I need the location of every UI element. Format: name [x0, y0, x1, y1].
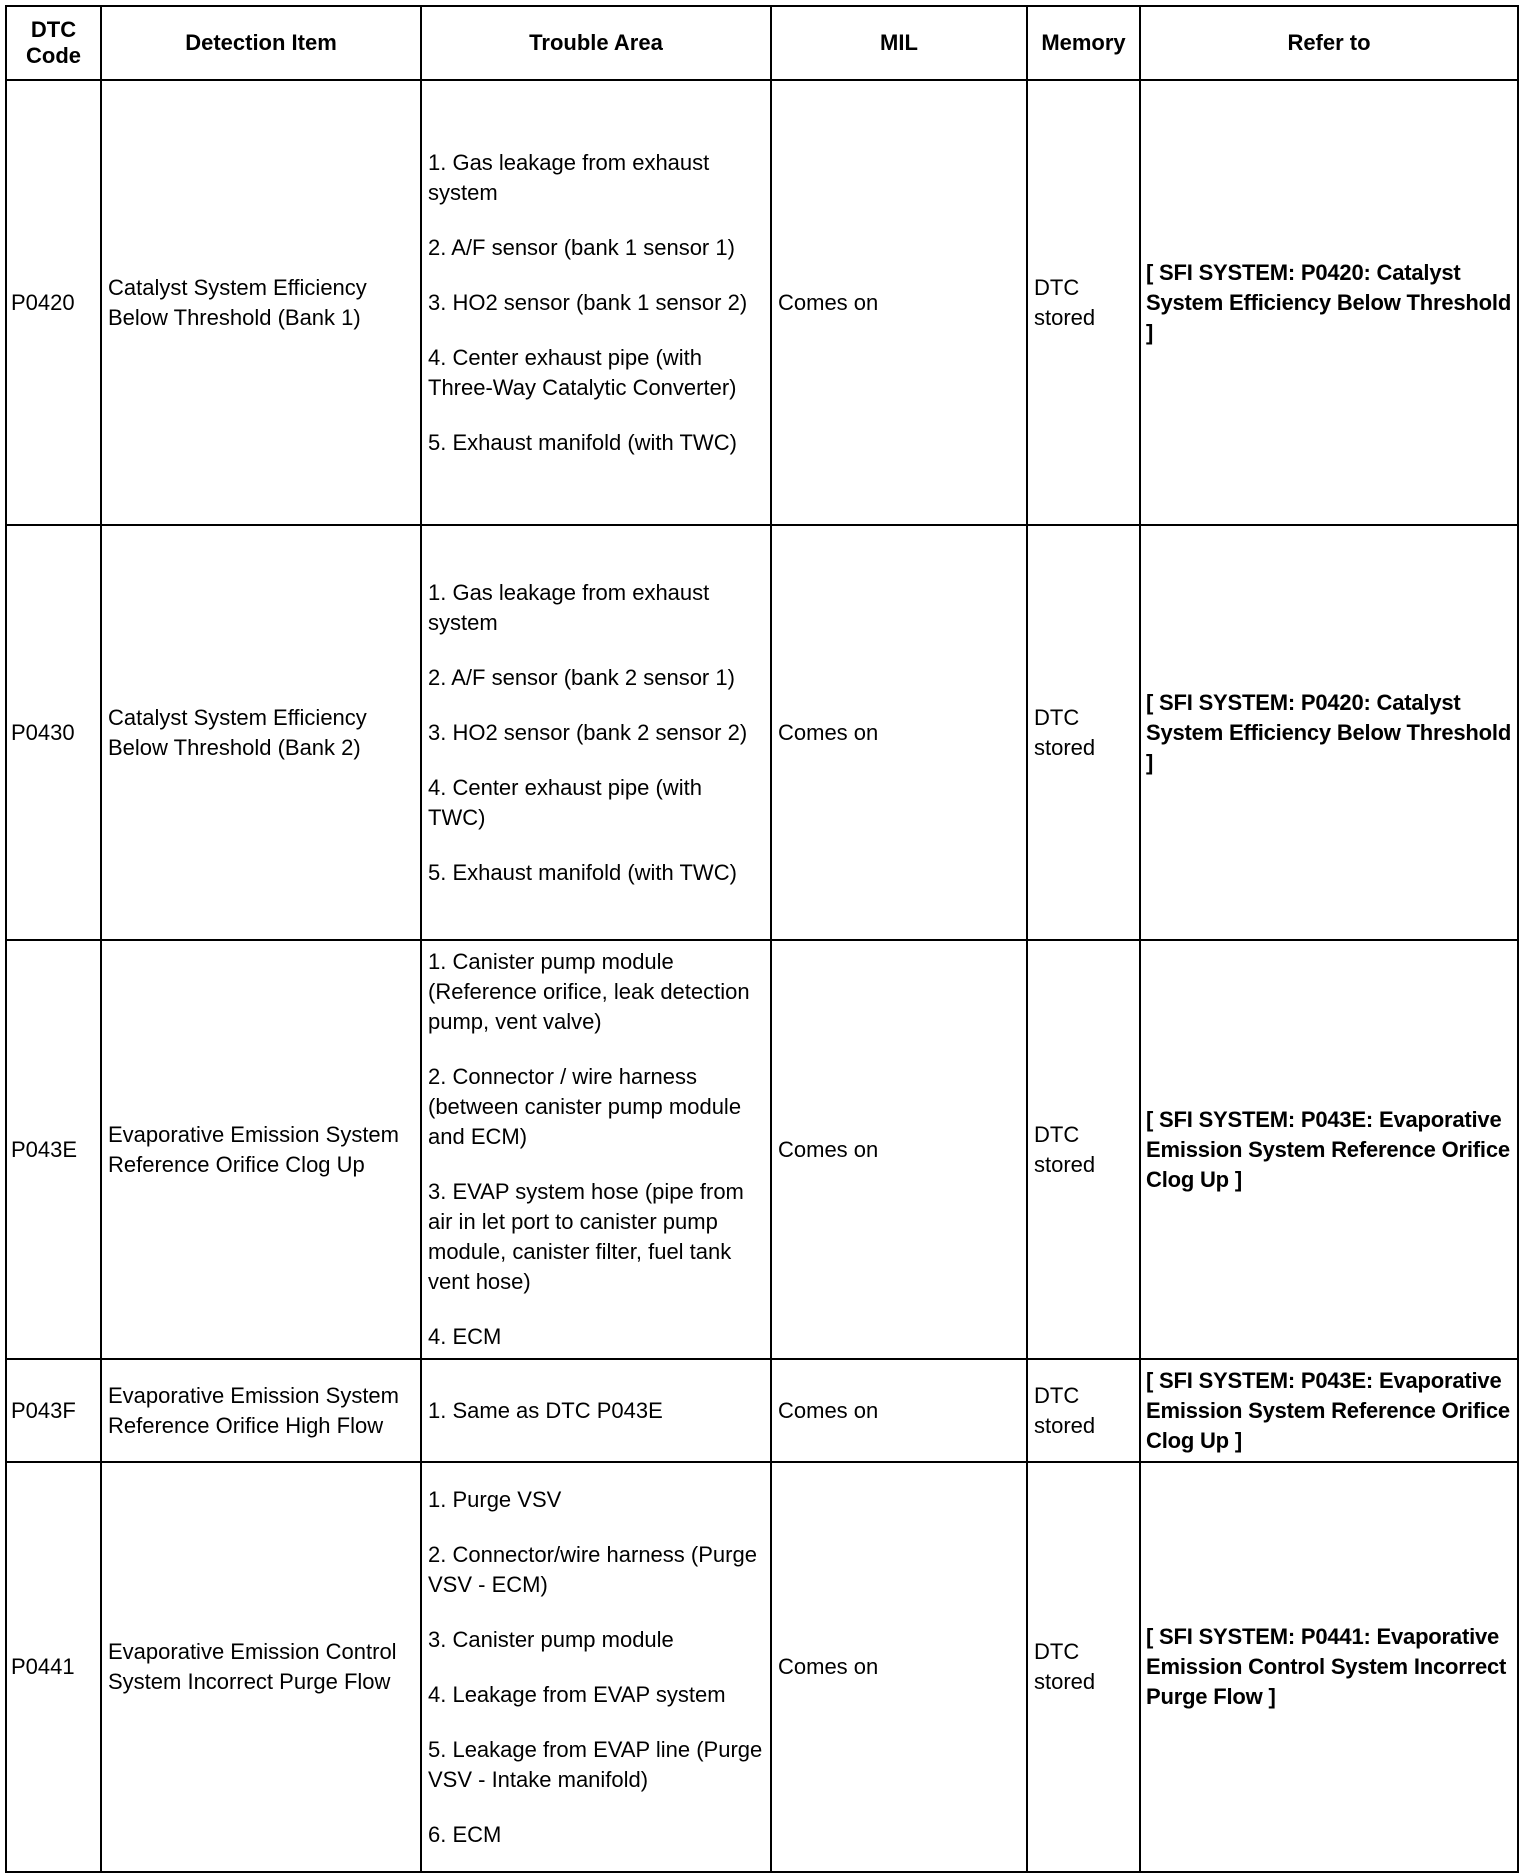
memory-cell: DTC stored — [1027, 525, 1140, 940]
mil-cell: Comes on — [771, 525, 1027, 940]
trouble-area-cell — [421, 525, 771, 940]
mil-cell: Comes on — [771, 1359, 1027, 1462]
refer-to-link: [ SFI SYSTEM: P0420: Catalyst System Efficiency Below Threshold ] — [1140, 525, 1518, 940]
trouble-area-item: 4. ECM — [428, 1324, 502, 1349]
trouble-area-list — [428, 1485, 764, 1850]
mil-cell: Comes on — [771, 940, 1027, 1359]
table-row — [6, 940, 1518, 1359]
header-dtc-code: DTC Code — [6, 6, 101, 80]
table-row — [6, 1359, 1518, 1462]
mil-cell: Comes on — [771, 1462, 1027, 1872]
dtc-code-cell: P0430 — [6, 525, 101, 940]
refer-to-link: [ SFI SYSTEM: P043E: Evaporative Emission System Reference Orifice Clog Up ] — [1140, 1359, 1518, 1462]
memory-cell: DTC stored — [1027, 940, 1140, 1359]
dtc-code-cell: P0441 — [6, 1462, 101, 1872]
trouble-area-item: 1. Same as DTC P043E — [428, 1397, 663, 1423]
trouble-area-list — [428, 1396, 764, 1426]
trouble-area-list — [428, 947, 764, 1352]
refer-to-link: [ SFI SYSTEM: P0441: Evaporative Emission Control System Incorrect Purge Flow ] — [1140, 1462, 1518, 1872]
trouble-area-item: 2. Connector/wire harness (Purge VSV - ECM) — [428, 1541, 757, 1597]
trouble-area-item: 2. A/F sensor (bank 1 sensor 1) — [428, 234, 735, 260]
dtc-code-cell: P0420 — [6, 80, 101, 525]
detection-item-cell: Evaporative Emission System Reference Orifice High Flow — [101, 1359, 421, 1462]
detection-item-cell: Evaporative Emission Control System Incorrect Purge Flow — [101, 1462, 421, 1872]
dtc-code-cell: P043E — [6, 940, 101, 1359]
table-body — [6, 80, 1518, 1872]
trouble-area-cell — [421, 940, 771, 1359]
dtc-table — [5, 5, 1519, 1873]
trouble-area-item: 3. EVAP system hose (pipe from air in let port to canister pump module, canister filter, fuel tank vent hose) — [428, 1179, 744, 1294]
trouble-area-item: 4. Center exhaust pipe (with TWC) — [428, 774, 702, 830]
header-detection-item: Detection Item — [101, 6, 421, 80]
detection-item-cell: Catalyst System Efficiency Below Threshold (Bank 2) — [101, 525, 421, 940]
trouble-area-item: 3. Canister pump module — [428, 1626, 674, 1652]
refer-to-link: [ SFI SYSTEM: P0420: Catalyst System Efficiency Below Threshold ] — [1140, 80, 1518, 525]
trouble-area-cell — [421, 80, 771, 525]
table-row — [6, 525, 1518, 940]
trouble-area-item: 5. Exhaust manifold (with TWC) — [428, 429, 737, 455]
trouble-area-list — [428, 578, 764, 888]
dtc-code-cell: P043F — [6, 1359, 101, 1462]
trouble-area-item: 3. HO2 sensor (bank 2 sensor 2) — [428, 719, 748, 745]
mil-cell: Comes on — [771, 80, 1027, 525]
table-row — [6, 1462, 1518, 1872]
detection-item-cell: Catalyst System Efficiency Below Threshold (Bank 1) — [101, 80, 421, 525]
refer-to-link: [ SFI SYSTEM: P043E: Evaporative Emission System Reference Orifice Clog Up ] — [1140, 940, 1518, 1359]
header-row — [6, 6, 1518, 80]
trouble-area-item: 6. ECM — [428, 1821, 502, 1847]
memory-cell: DTC stored — [1027, 80, 1140, 525]
detection-item-cell: Evaporative Emission System Reference Orifice Clog Up — [101, 940, 421, 1359]
header-mil: MIL — [771, 6, 1027, 80]
header-memory: Memory — [1027, 6, 1140, 80]
header-trouble-area: Trouble Area — [421, 6, 771, 80]
trouble-area-item: 1. Purge VSV — [428, 1486, 562, 1512]
trouble-area-list — [428, 148, 764, 458]
trouble-area-item: 2. Connector / wire harness (between canister pump module and ECM) — [428, 1064, 742, 1149]
trouble-area-item: 5. Leakage from EVAP line (Purge VSV - Intake manifold) — [428, 1736, 763, 1792]
memory-cell: DTC stored — [1027, 1359, 1140, 1462]
trouble-area-item: 1. Canister pump module (Reference orifice, leak detection pump, vent valve) — [428, 949, 750, 1034]
trouble-area-item: 1. Gas leakage from exhaust system — [428, 579, 710, 635]
trouble-area-item: 1. Gas leakage from exhaust system — [428, 149, 710, 205]
trouble-area-item: 3. HO2 sensor (bank 1 sensor 2) — [428, 289, 748, 315]
trouble-area-item: 5. Exhaust manifold (with TWC) — [428, 859, 737, 885]
trouble-area-item: 4. Leakage from EVAP system — [428, 1681, 726, 1707]
trouble-area-cell — [421, 1359, 771, 1462]
header-refer-to: Refer to — [1140, 6, 1518, 80]
trouble-area-item: 2. A/F sensor (bank 2 sensor 1) — [428, 664, 735, 690]
trouble-area-item: 4. Center exhaust pipe (with Three-Way Catalytic Converter) — [428, 344, 737, 400]
memory-cell: DTC stored — [1027, 1462, 1140, 1872]
trouble-area-cell — [421, 1462, 771, 1872]
table-row — [6, 80, 1518, 525]
